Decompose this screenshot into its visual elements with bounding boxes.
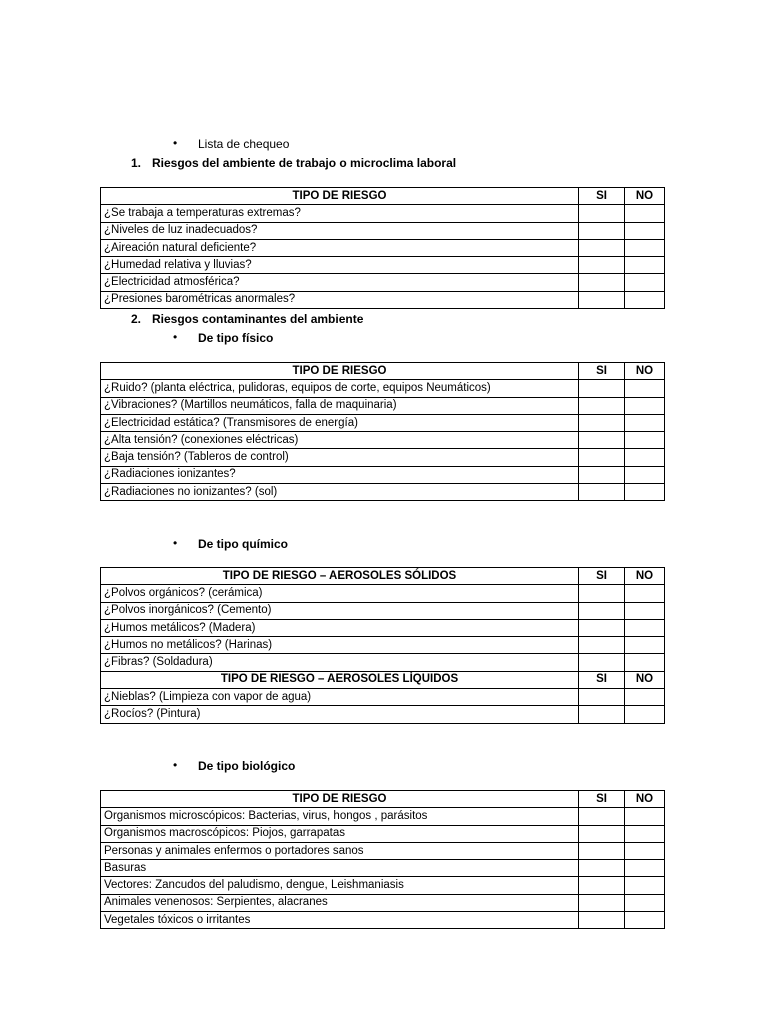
table-header-row — [101, 791, 665, 808]
table-row — [101, 842, 665, 859]
header-no: NO — [625, 791, 665, 808]
table-row — [101, 466, 665, 483]
risk-label: Organismos macroscópicos: Piojos, garrapatas — [101, 825, 579, 842]
si-cell[interactable] — [579, 585, 625, 602]
no-cell[interactable] — [625, 602, 665, 619]
no-cell[interactable] — [625, 894, 665, 911]
si-cell[interactable] — [579, 397, 625, 414]
checklist-title: Lista de chequeo — [198, 137, 290, 151]
table-row — [101, 706, 665, 723]
risk-label: ¿Baja tensión? (Tableros de control) — [101, 449, 579, 466]
no-cell[interactable] — [625, 449, 665, 466]
si-cell[interactable] — [579, 432, 625, 449]
risk-label: ¿Humos metálicos? (Madera) — [101, 619, 579, 636]
table-row — [101, 689, 665, 706]
risk-label: ¿Radiaciones ionizantes? — [101, 466, 579, 483]
si-cell[interactable] — [579, 860, 625, 877]
bullet-glyph: • — [173, 330, 178, 344]
header-tipo: TIPO DE RIESGO — [101, 363, 579, 380]
no-cell[interactable] — [625, 205, 665, 222]
table-row — [101, 380, 665, 397]
table-row — [101, 205, 665, 222]
si-cell[interactable] — [579, 239, 625, 256]
table-row — [101, 449, 665, 466]
table-row — [101, 877, 665, 894]
table-header-row — [101, 568, 665, 585]
no-cell[interactable] — [625, 808, 665, 825]
table-row — [101, 808, 665, 825]
si-cell[interactable] — [579, 619, 625, 636]
no-cell[interactable] — [625, 706, 665, 723]
si-cell[interactable] — [579, 449, 625, 466]
risk-label: Animales venenosos: Serpientes, alacranes — [101, 894, 579, 911]
risk-label: Basuras — [101, 860, 579, 877]
risk-label: ¿Aireación natural deficiente? — [101, 239, 579, 256]
table-row — [101, 825, 665, 842]
header-tipo: TIPO DE RIESGO — [101, 188, 579, 205]
table-row — [101, 912, 665, 929]
no-cell[interactable] — [625, 397, 665, 414]
si-cell[interactable] — [579, 414, 625, 431]
header-si: SI — [579, 791, 625, 808]
table-row — [101, 654, 665, 671]
si-cell[interactable] — [579, 912, 625, 929]
risk-label: ¿Rocíos? (Pintura) — [101, 706, 579, 723]
quimico-title: De tipo químico — [198, 537, 288, 551]
no-cell[interactable] — [625, 585, 665, 602]
si-cell[interactable] — [579, 825, 625, 842]
si-cell[interactable] — [579, 274, 625, 291]
si-cell[interactable] — [579, 689, 625, 706]
header-si: SI — [579, 568, 625, 585]
table-quimico — [100, 567, 665, 724]
risk-label: ¿Vibraciones? (Martillos neumáticos, falla de maquinaria) — [101, 397, 579, 414]
no-cell[interactable] — [625, 842, 665, 859]
si-cell[interactable] — [579, 222, 625, 239]
table-row — [101, 414, 665, 431]
si-cell[interactable] — [579, 877, 625, 894]
no-cell[interactable] — [625, 484, 665, 501]
risk-label: ¿Electricidad atmosférica? — [101, 274, 579, 291]
no-cell[interactable] — [625, 274, 665, 291]
section1-number: 1. — [131, 156, 142, 170]
risk-label: ¿Polvos inorgánicos? (Cemento) — [101, 602, 579, 619]
header-no: NO — [625, 188, 665, 205]
table-row — [101, 860, 665, 877]
risk-label: Vegetales tóxicos o irritantes — [101, 912, 579, 929]
si-cell[interactable] — [579, 637, 625, 654]
risk-label: ¿Nieblas? (Limpieza con vapor de agua) — [101, 689, 579, 706]
no-cell[interactable] — [625, 825, 665, 842]
risk-label: ¿Radiaciones no ionizantes? (sol) — [101, 484, 579, 501]
si-cell[interactable] — [579, 894, 625, 911]
risk-label: ¿Se trabaja a temperaturas extremas? — [101, 205, 579, 222]
risk-label: ¿Fibras? (Soldadura) — [101, 654, 579, 671]
no-cell[interactable] — [625, 257, 665, 274]
bullet-glyph: • — [173, 136, 178, 150]
si-cell[interactable] — [579, 466, 625, 483]
table-row — [101, 432, 665, 449]
table-row — [101, 484, 665, 501]
biologico-title: De tipo biológico — [198, 759, 296, 773]
table-header-row — [101, 363, 665, 380]
section2-title: Riesgos contaminantes del ambiente — [152, 312, 364, 326]
header-si: SI — [579, 671, 625, 688]
section1-title: Riesgos del ambiente de trabajo o microclima laboral — [152, 156, 457, 170]
no-cell[interactable] — [625, 877, 665, 894]
si-cell[interactable] — [579, 380, 625, 397]
header-tipo: TIPO DE RIESGO — [101, 791, 579, 808]
risk-label: ¿Ruido? (planta eléctrica, pulidoras, equipos de corte, equipos Neumáticos) — [101, 380, 579, 397]
table-row — [101, 585, 665, 602]
risk-label: ¿Niveles de luz inadecuados? — [101, 222, 579, 239]
si-cell[interactable] — [579, 602, 625, 619]
si-cell[interactable] — [579, 706, 625, 723]
header-si: SI — [579, 363, 625, 380]
table-row — [101, 397, 665, 414]
no-cell[interactable] — [625, 432, 665, 449]
risk-label: ¿Humedad relativa y lluvias? — [101, 257, 579, 274]
no-cell[interactable] — [625, 912, 665, 929]
si-cell[interactable] — [579, 842, 625, 859]
header-no: NO — [625, 671, 665, 688]
si-cell[interactable] — [579, 291, 625, 308]
no-cell[interactable] — [625, 654, 665, 671]
risk-label: Personas y animales enfermos o portadores sanos — [101, 842, 579, 859]
risk-label: ¿Alta tensión? (conexiones eléctricas) — [101, 432, 579, 449]
si-cell[interactable] — [579, 484, 625, 501]
bullet-glyph: • — [173, 758, 178, 772]
header-no: NO — [625, 363, 665, 380]
risk-label: ¿Presiones barométricas anormales? — [101, 291, 579, 308]
si-cell[interactable] — [579, 257, 625, 274]
table-row — [101, 894, 665, 911]
header-si: SI — [579, 188, 625, 205]
si-cell[interactable] — [579, 808, 625, 825]
no-cell[interactable] — [625, 222, 665, 239]
table-row — [101, 222, 665, 239]
si-cell[interactable] — [579, 205, 625, 222]
risk-label: ¿Polvos orgánicos? (cerámica) — [101, 585, 579, 602]
table-row — [101, 274, 665, 291]
no-cell[interactable] — [625, 689, 665, 706]
table-header-row — [101, 188, 665, 205]
risk-label: ¿Electricidad estática? (Transmisores de energía) — [101, 414, 579, 431]
no-cell[interactable] — [625, 466, 665, 483]
no-cell[interactable] — [625, 380, 665, 397]
table-row — [101, 239, 665, 256]
no-cell[interactable] — [625, 860, 665, 877]
no-cell[interactable] — [625, 239, 665, 256]
risk-label: Vectores: Zancudos del paludismo, dengue, Leishmaniasis — [101, 877, 579, 894]
no-cell[interactable] — [625, 414, 665, 431]
table-header-row — [101, 671, 665, 688]
bullet-glyph: • — [173, 536, 178, 550]
no-cell[interactable] — [625, 619, 665, 636]
no-cell[interactable] — [625, 291, 665, 308]
table-row — [101, 291, 665, 308]
table-row — [101, 257, 665, 274]
header-tipo-liquidos: TIPO DE RIESGO – AEROSOLES LÍQUIDOS — [101, 671, 579, 688]
table-biologico — [100, 790, 665, 929]
table-row — [101, 637, 665, 654]
si-cell[interactable] — [579, 654, 625, 671]
table-microclima — [100, 187, 665, 309]
fisico-title: De tipo físico — [198, 331, 274, 345]
header-no: NO — [625, 568, 665, 585]
no-cell[interactable] — [625, 637, 665, 654]
risk-label: Organismos microscópicos: Bacterias, virus, hongos , parásitos — [101, 808, 579, 825]
header-tipo-solidos: TIPO DE RIESGO – AEROSOLES SÓLIDOS — [101, 568, 579, 585]
table-row — [101, 619, 665, 636]
table-row — [101, 602, 665, 619]
section2-number: 2. — [131, 312, 142, 326]
table-fisico — [100, 362, 665, 501]
risk-label: ¿Humos no metálicos? (Harinas) — [101, 637, 579, 654]
